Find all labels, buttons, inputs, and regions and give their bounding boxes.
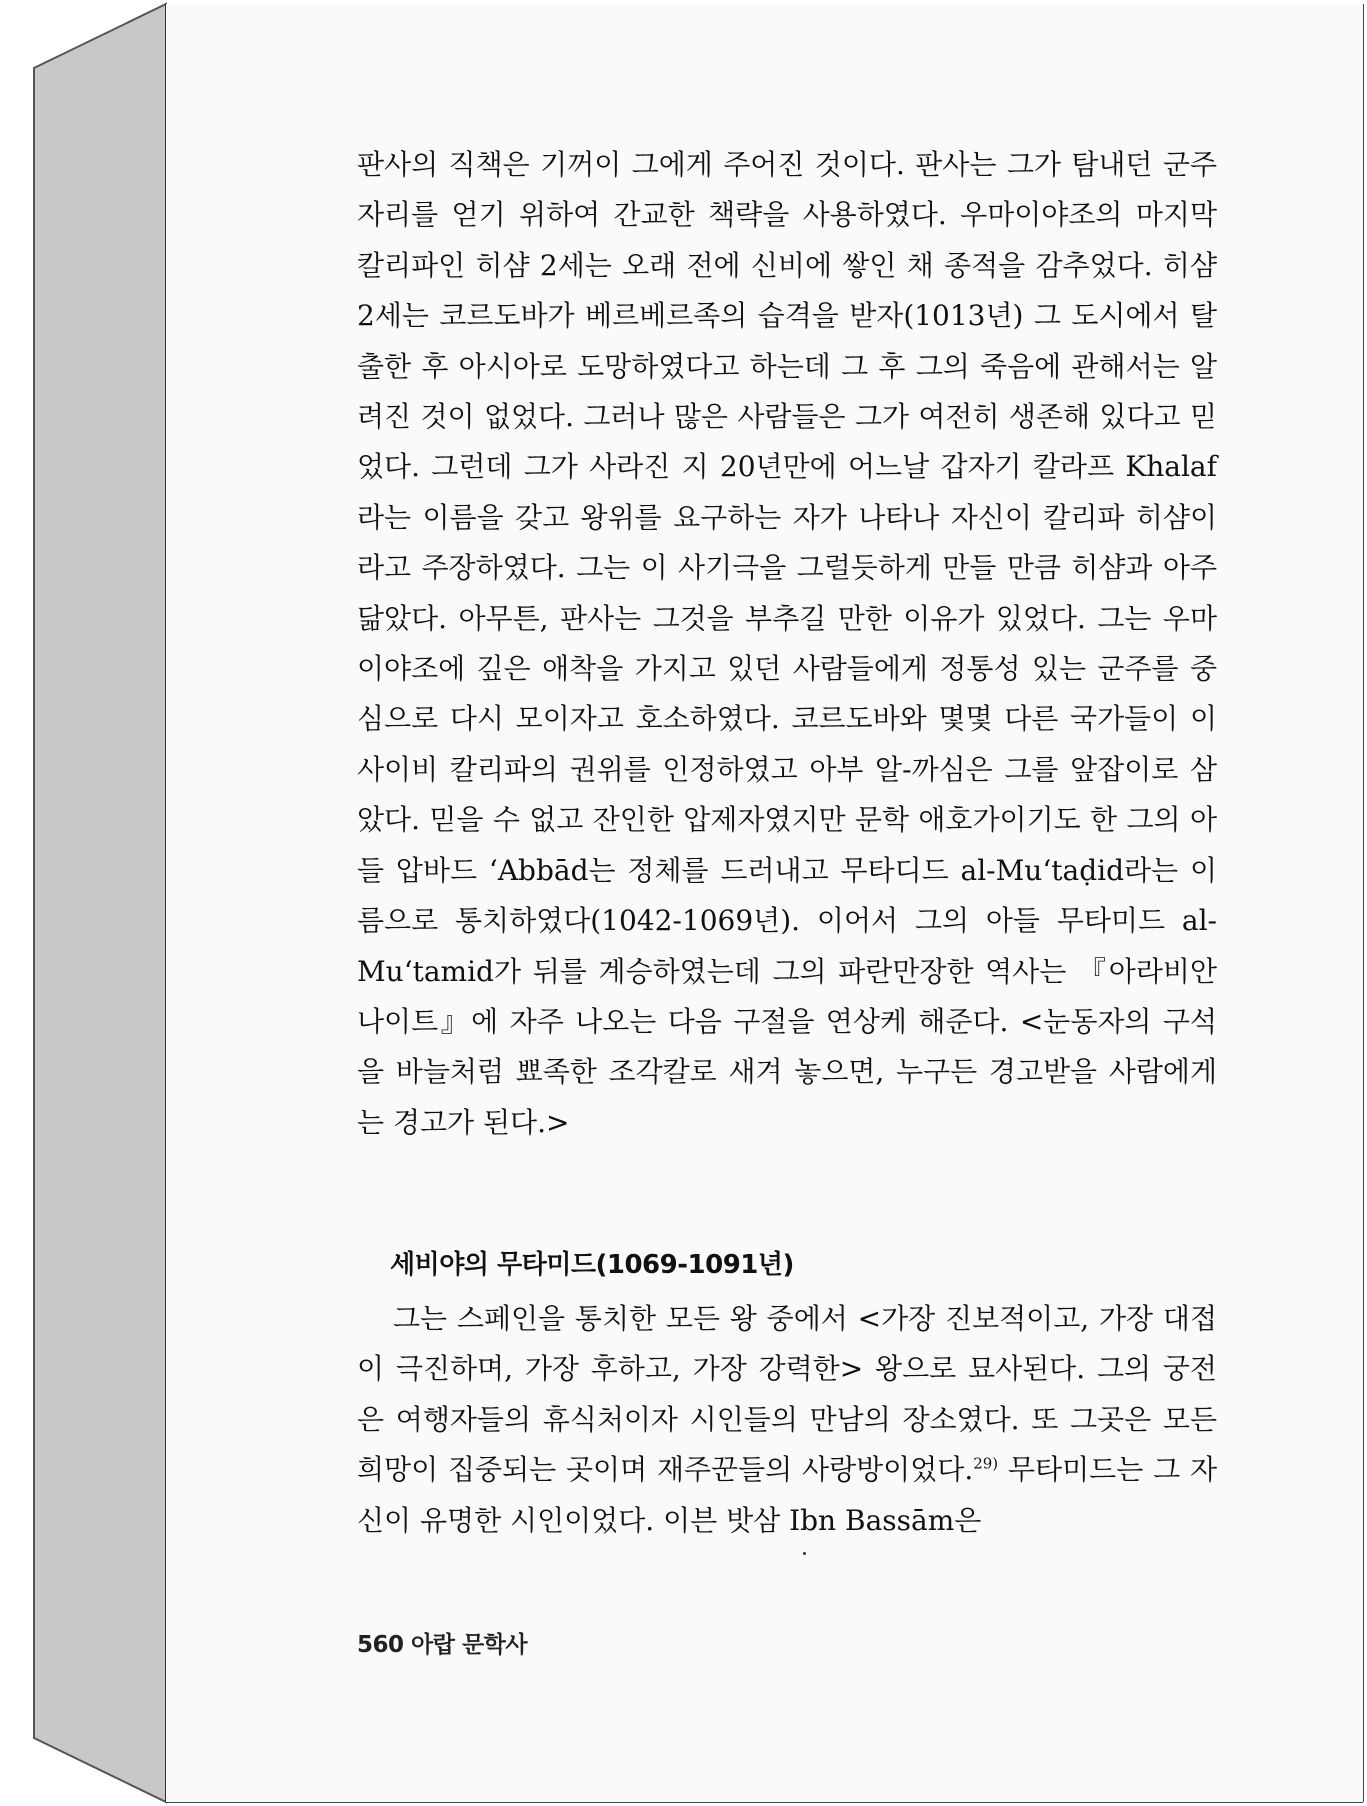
footnote-reference: 29) [973,1454,999,1473]
main-text [357,140,1217,1148]
body-paragraph: 판사의 직책은 기꺼이 그에게 주어진 것이다. 판사는 그가 탐내던 군주 자리를 얻기 위하여 간교한 책략을 사용하였다. 우마이야조의 마지막 칼리파인 히샴 2세는 오래 전에 신비에 쌓인 채 종적을 감추었다. 히샴 2세는 코르도바가 베르베르족의 습격을 받자(1013년) 그 도시에서 탈출한 후 아시아로 도망하였다고 하는데 그 후 그의 죽음에 관해서는 알려진 것이 없었다. 그러나 많은 사람들은 그가 여전히 생존해 있다고 믿었다. 그런데 그가 사라진 지 20년만에 어느날 갑자기 칼라프 Khalaf라는 이름을 갖고 왕위를 요구하는 자가 나타나 자신이 칼리파 히샴이라고 주장하였다. 그는 이 사기극을 그럴듯하게 만들 만큼 히샴과 아주 닮았다. 아무튼, 판사는 그것을 부추길 만한 이유가 있었다. 그는 우마이야조에 깊은 애착을 가지고 있던 사람들에게 정통성 있는 군주를 중심으로 다시 모이자고 호소하였다. 코르도바와 몇몇 다른 국가들이 이 사이비 칼리파의 권위를 인정하였고 아부 알-까심은 그를 앞잡이로 삼았다. 믿을 수 없고 잔인한 압제자였지만 문학 애호가이기도 한 그의 아들 압바드 ‘Abbād는 정체를 드러내고 무타디드 al-Mu‘taḍid라는 이름으로 통치하였다(1042-1069년). 이어서 그의 아들 무타미드 al-Mu‘tamid가 뒤를 계승하였는데 그의 파란만장한 역사는 『아라비안 나이트』에 자주 나오는 다음 구절을 연상케 해준다. <눈동자의 구석을 바늘처럼 뾰족한 조각칼로 새겨 놓으면, 누구든 경고받을 사람에게는 경고가 된다.> [357,148,1217,1139]
paragraph-2-text-continued: 무타미드는 그 자신이 유명한 시인이었다. 이븐 밧삼 Ibn Bassām은 [357,1453,1217,1537]
body-paragraph-2 [357,1294,1217,1546]
page-footer: 560 아랍 문학사 [357,1632,528,1658]
scan-speck [803,1552,806,1555]
section-heading: 세비야의 무타미드(1069-1091년) [390,1250,794,1280]
paragraph-2-text: 그는 스페인을 통치한 모든 왕 중에서 <가장 진보적이고, 가장 대접이 극진하며, 가장 후하고, 가장 강력한> 왕으로 묘사된다. 그의 궁전은 여행자들의 휴식처이자 시인들의 만남의 장소였다. 또 그곳은 모든 희망이 집중되는 곳이며 재주꾼들의 사랑방이었다. [357,1302,1217,1487]
second-text [357,1294,1217,1546]
